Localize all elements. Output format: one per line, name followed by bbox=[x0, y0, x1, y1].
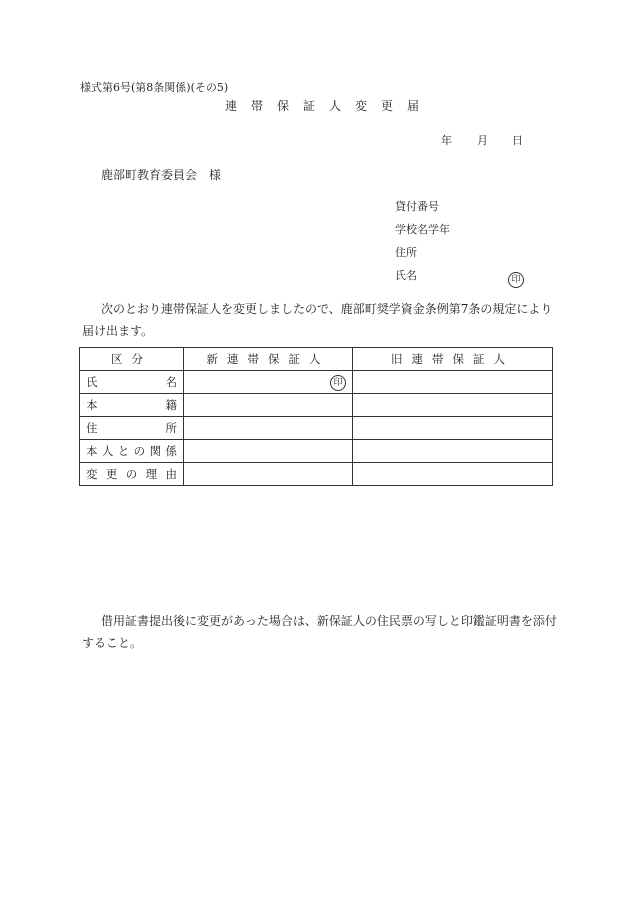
applicant-seal-icon bbox=[508, 267, 524, 288]
school-grade-label: 学校名学年 bbox=[395, 223, 450, 236]
old-guarantor-address-cell[interactable] bbox=[353, 417, 553, 440]
document-title: 連 帯 保 証 人 変 更 届 bbox=[225, 99, 421, 113]
table-row bbox=[80, 371, 553, 394]
seal-mark: 印 bbox=[508, 272, 524, 288]
table-header-row bbox=[80, 348, 553, 371]
note-line2: すること。 bbox=[82, 636, 143, 650]
row-label-relation: 本 人 と の 関 係 bbox=[80, 440, 184, 463]
seal-icon: 印 bbox=[330, 375, 346, 391]
row-label-address: 住 所 bbox=[80, 417, 184, 440]
body-text-line1: 次のとおり連帯保証人を変更しましたので、鹿部町奨学資金条例第7条の規定により bbox=[101, 302, 553, 316]
date-year-label: 年 bbox=[441, 134, 452, 147]
form-number: 様式第6号(第8条関係)(その5) bbox=[80, 81, 229, 94]
applicant-name-label: 氏名 bbox=[395, 269, 417, 282]
table-row bbox=[80, 417, 553, 440]
note-line1: 借用証書提出後に変更があった場合は、新保証人の住民票の写しと印鑑証明書を添付 bbox=[101, 614, 557, 628]
date-day-label: 日 bbox=[512, 134, 523, 147]
date-month-label: 月 bbox=[477, 134, 488, 147]
old-guarantor-domicile-cell[interactable] bbox=[353, 394, 553, 417]
row-label-reason: 変 更 の 理 由 bbox=[80, 463, 184, 486]
new-guarantor-relation-cell[interactable] bbox=[184, 440, 353, 463]
header-category: 区分 bbox=[80, 348, 184, 371]
new-guarantor-domicile-cell[interactable] bbox=[184, 394, 353, 417]
new-guarantor-reason-cell[interactable] bbox=[184, 463, 353, 486]
new-guarantor-address-cell[interactable] bbox=[184, 417, 353, 440]
header-new-guarantor: 新連帯保証人 bbox=[184, 348, 353, 371]
row-label-domicile: 本 籍 bbox=[80, 394, 184, 417]
header-old-guarantor: 旧連帯保証人 bbox=[353, 348, 553, 371]
table-row bbox=[80, 394, 553, 417]
old-guarantor-reason-cell[interactable] bbox=[353, 463, 553, 486]
table-row bbox=[80, 440, 553, 463]
body-text-line2: 届け出ます。 bbox=[82, 324, 154, 338]
old-guarantor-name-cell[interactable] bbox=[353, 371, 553, 394]
table-row bbox=[80, 463, 553, 486]
loan-number-label: 貸付番号 bbox=[395, 200, 439, 213]
row-label-name: 氏 名 bbox=[80, 371, 184, 394]
applicant-address-label: 住所 bbox=[395, 246, 417, 259]
old-guarantor-relation-cell[interactable] bbox=[353, 440, 553, 463]
new-guarantor-name-cell[interactable] bbox=[184, 371, 353, 394]
addressee: 鹿部町教育委員会 様 bbox=[101, 168, 222, 182]
guarantor-change-table bbox=[79, 347, 553, 486]
